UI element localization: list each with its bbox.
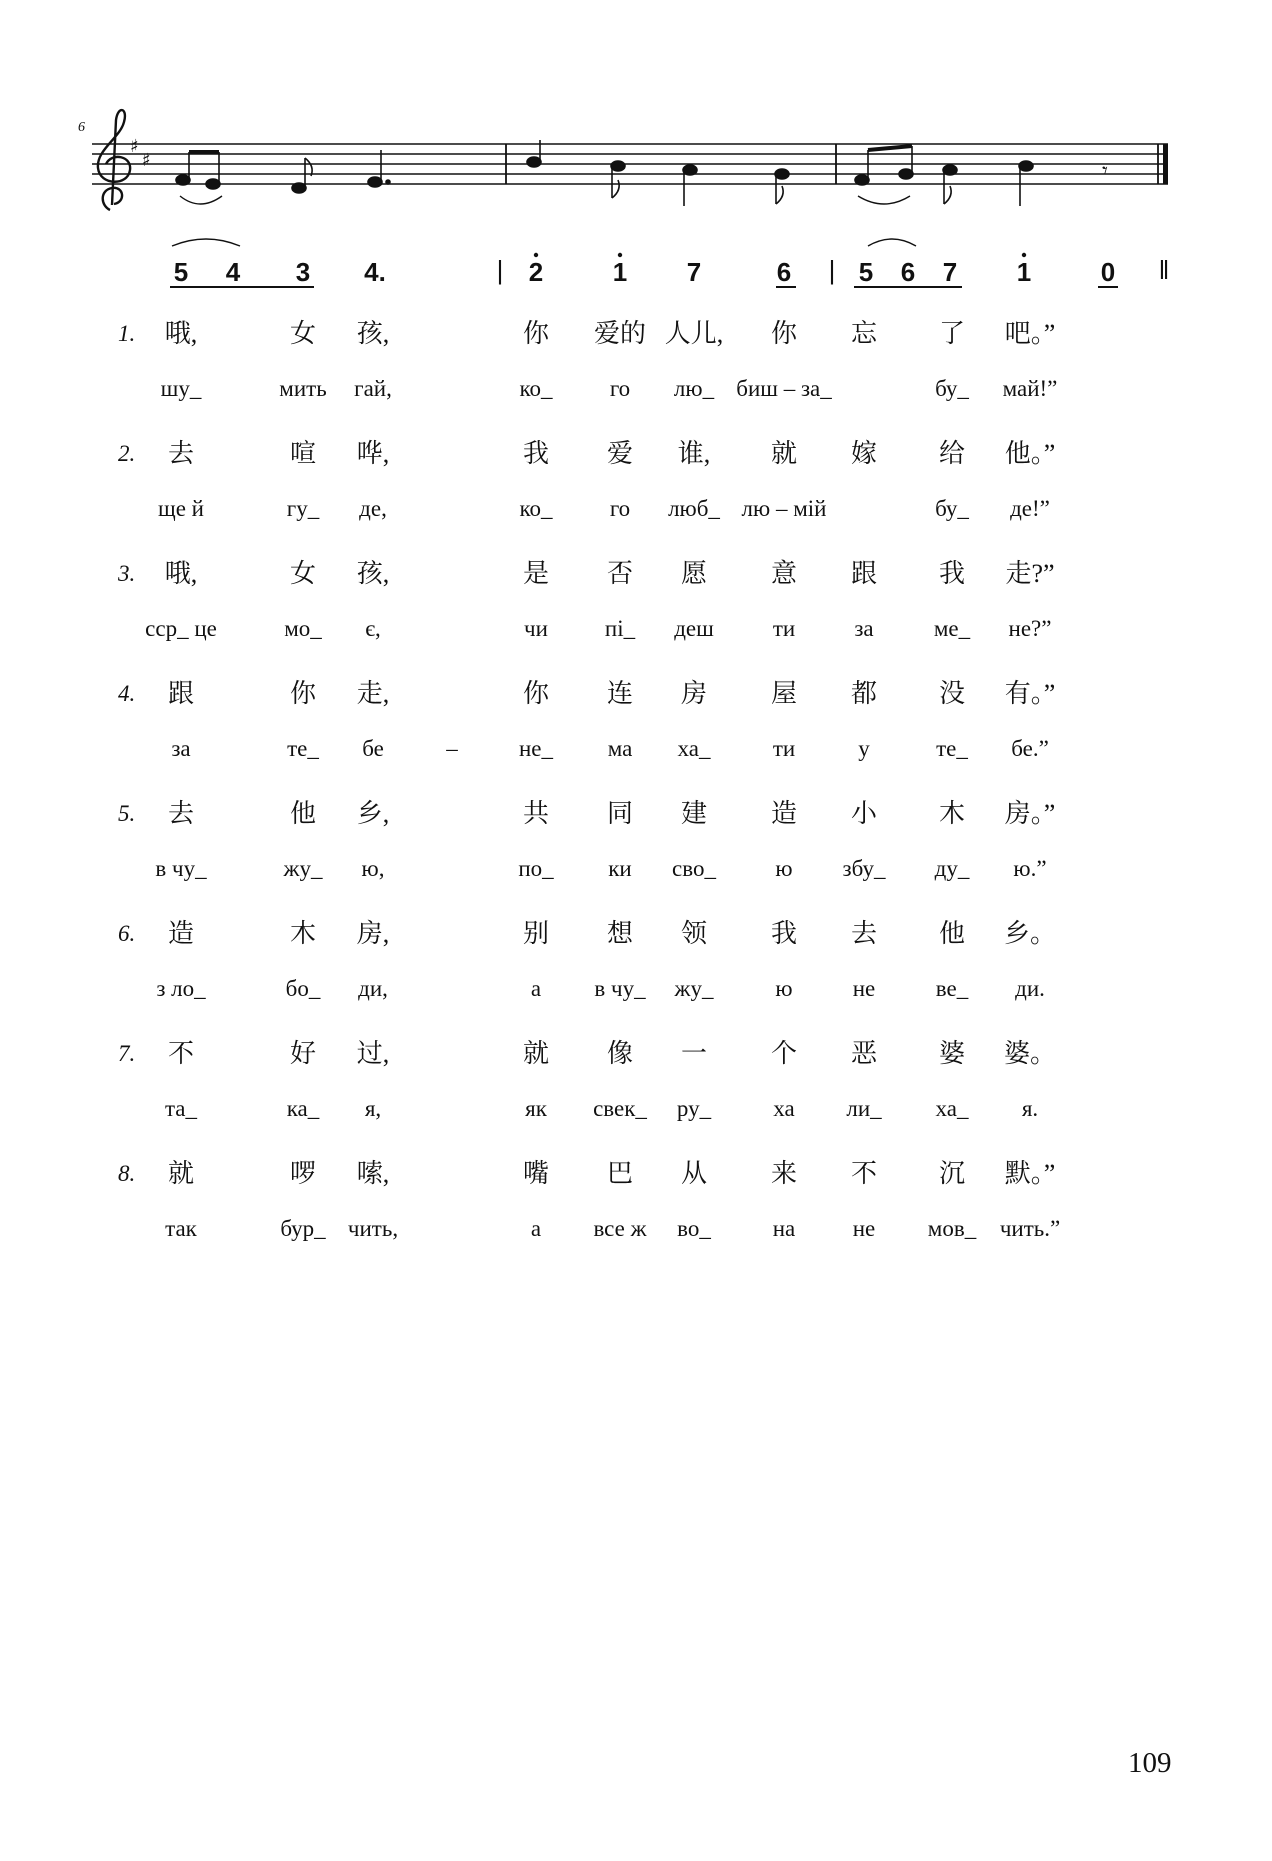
jianpu-note: 6 [900,257,916,287]
lyric-ua: ди. [1015,976,1045,1001]
verse-ukrainian-line [0,1213,1272,1253]
lyric-ua: так [165,1216,197,1241]
lyric-cn: 意 [770,559,798,588]
lyric-ua: ки [608,856,632,881]
verse-number: 8. [118,1161,136,1186]
jianpu-note: 7 [686,257,702,287]
lyric-cn: 就 [167,1159,195,1188]
lyric-cn: 有。” [1004,679,1056,708]
verse-ukrainian-line [0,973,1272,1013]
jianpu-note: 4. [364,257,386,287]
jianpu-marks [0,0,1272,320]
lyric-cn: 去 [167,799,195,828]
lyric-cn: 从 [680,1159,708,1188]
lyric-ua: ю [775,856,793,881]
jianpu-barline: | [828,255,836,285]
lyric-ua: чить, [347,1216,399,1241]
jianpu-barline: | [496,255,504,285]
lyric-ua: збу_ [842,856,886,881]
lyric-cn: 嗦, [356,1159,390,1188]
verse-chinese-line [0,918,1272,958]
lyric-ua: шу_ [160,376,202,401]
lyric-cn: 吧。” [1004,319,1056,348]
lyric-ua: мить [279,376,327,401]
jianpu-note: 6 [776,257,792,287]
lyric-ua: ю, [361,856,385,881]
verse-ukrainian-line [0,493,1272,533]
lyric-ua: ха [773,1096,795,1121]
lyric-cn: 木 [289,919,317,948]
lyric-ua: те_ [287,736,319,761]
lyric-ua: пі_ [604,616,636,641]
lyric-cn: 想 [606,919,634,948]
lyric-ua: в чу_ [155,856,207,881]
lyric-ua: я. [1021,1096,1039,1121]
jianpu-note: 0 [1100,257,1116,287]
lyric-cn: 你 [522,679,550,708]
lyric-cn: 婆 [938,1039,966,1068]
lyric-ua: ще й [158,496,204,521]
verse-chinese-line [0,438,1272,478]
lyric-ua: май!” [1002,376,1058,401]
lyric-cn: 我 [938,559,966,588]
verse-chinese-line [0,1038,1272,1078]
lyric-ua: не [852,1216,876,1241]
verse-number: 2. [118,441,136,466]
lyric-cn: 嘴 [522,1159,550,1188]
lyric-ua: чить.” [999,1216,1061,1241]
lyric-cn: 啰 [289,1159,317,1188]
lyric-cn: 你 [289,679,317,708]
jianpu-final-barline: ‖ [1158,255,1170,285]
lyric-cn: 造 [770,799,798,828]
lyric-cn: 了 [938,319,966,348]
lyric-cn: 嫁 [850,439,878,468]
verse-number: 3. [118,561,136,586]
lyric-ua: ю.” [1013,856,1047,881]
lyric-cn: 房 [680,679,708,708]
lyric-ua: ли_ [846,1096,882,1121]
lyric-ua: як [525,1096,547,1121]
lyric-ua: лю – мій [741,496,827,521]
lyric-cn: 你 [770,319,798,348]
lyric-cn: 默。” [1004,1159,1056,1188]
lyric-cn: 房, [356,919,390,948]
svg-text:𝄾: 𝄾 [1102,159,1108,184]
lyric-ua: ти [772,616,796,641]
lyric-ua: в чу_ [594,976,646,1001]
lyric-ua: на [772,1216,796,1241]
verse-number: 4. [118,681,136,706]
lyric-ua: жу_ [674,976,714,1001]
lyric-cn: 愿 [680,559,708,588]
lyric-ua: де!” [1010,496,1050,521]
jianpu-note: 5 [858,257,874,287]
measure-number: 6 [78,120,85,135]
lyric-ua: люб_ [668,496,720,521]
lyric-cn: 他。” [1004,439,1056,468]
lyric-cn: 走, [356,679,390,708]
lyric-ua: гу_ [286,496,320,521]
lyric-cn: 像 [606,1039,634,1068]
lyric-cn: 一 [680,1039,708,1068]
verse-number: 6. [118,921,136,946]
lyric-ua: го [609,376,631,401]
lyric-cn: 去 [850,919,878,948]
lyric-ua: не_ [518,736,554,761]
lyric-cn: 造 [167,919,195,948]
lyric-cn: 共 [522,799,550,828]
lyric-ua: бу_ [935,376,969,401]
lyric-cn: 领 [680,919,708,948]
verse-ukrainian-line [0,373,1272,413]
lyric-cn: 你 [522,319,550,348]
lyric-ua: чи [524,616,548,641]
lyric-ua: деш [674,616,714,641]
lyric-cn: 巴 [606,1159,634,1188]
svg-text:♯: ♯ [142,150,151,171]
jianpu-note: 2 [528,257,544,287]
lyric-ua: во_ [677,1216,711,1241]
lyric-ua: мо_ [284,616,322,641]
lyric-cn: 乡, [356,799,390,828]
lyric-cn: 连 [606,679,634,708]
lyric-cn: 都 [850,679,878,708]
lyric-cn: 不 [850,1159,878,1188]
lyric-ua: ти [772,736,796,761]
verse-number: 5. [118,801,136,826]
verse-chinese-line [0,318,1272,358]
lyric-ua: ко_ [519,376,553,401]
verse-ukrainian-line [0,1093,1272,1133]
lyric-ua: свек_ [593,1096,647,1121]
lyric-cn: 房。” [1004,799,1056,828]
lyric-ua: бе [362,736,384,761]
lyric-cn: 别 [522,919,550,948]
verse-number: 1. [118,321,136,346]
lyric-cn: 就 [522,1039,550,1068]
verse-chinese-line [0,1158,1272,1198]
lyric-ua: – [446,736,458,761]
lyric-cn: 好 [289,1039,317,1068]
lyric-cn: 是 [522,559,550,588]
lyric-ua: го [609,496,631,521]
verse-ukrainian-line [0,733,1272,773]
lyric-cn: 我 [522,439,550,468]
lyric-ua: сср_ це [145,616,217,641]
lyric-ua: ру_ [676,1096,712,1121]
lyric-ua: гай, [354,376,392,401]
lyric-ua: є, [365,616,381,641]
lyric-cn: 没 [938,679,966,708]
lyric-ua: у [858,736,870,761]
lyric-cn: 孩, [356,319,390,348]
lyric-cn: 女 [289,559,317,588]
lyric-cn: 走?” [1005,559,1055,588]
lyric-cn: 来 [770,1159,798,1188]
lyric-ua: за [171,736,191,761]
lyric-cn: 恶 [850,1039,878,1068]
jianpu-note: 3 [295,257,311,287]
svg-text:♯: ♯ [130,136,139,157]
lyric-cn: 就 [770,439,798,468]
lyric-ua: сво_ [672,856,716,881]
lyric-ua: за [854,616,874,641]
lyric-ua: я, [364,1096,382,1121]
lyric-cn: 他 [938,919,966,948]
lyric-cn: 哦, [164,559,198,588]
lyric-cn: 喧 [289,439,317,468]
lyric-cn: 个 [770,1039,798,1068]
lyric-cn: 否 [606,559,634,588]
lyric-ua: ме_ [933,616,971,641]
lyric-ua: ду_ [934,856,970,881]
lyric-cn: 婆。 [1003,1039,1057,1068]
lyric-ua: мов_ [927,1216,977,1241]
lyric-ua: лю_ [673,376,715,401]
lyric-ua: жу_ [283,856,323,881]
lyric-ua: ма [607,736,633,761]
lyric-ua: по_ [518,856,554,881]
lyric-cn: 跟 [850,559,878,588]
lyric-ua: бе.” [1011,736,1049,761]
lyric-ua: ве_ [935,976,969,1001]
lyric-cn: 谁, [677,439,711,468]
lyric-ua: бо_ [285,976,321,1001]
lyric-cn: 哦, [164,319,198,348]
lyric-cn: 爱 [606,439,634,468]
lyric-ua: все ж [593,1216,647,1241]
jianpu-note: 5 [173,257,189,287]
jianpu-note: 1 [1016,257,1032,287]
lyric-ua: а [530,976,542,1001]
lyric-cn: 去 [167,439,195,468]
jianpu-note: 1 [612,257,628,287]
lyric-cn: 过, [356,1039,390,1068]
lyric-ua: ю [775,976,793,1001]
lyric-ua: бу_ [935,496,969,521]
lyric-ua: те_ [936,736,968,761]
lyric-ua: ка_ [286,1096,320,1121]
verse-number: 7. [118,1041,136,1066]
jianpu-note: 4 [225,257,241,287]
lyric-cn: 同 [606,799,634,828]
verse-ukrainian-line [0,613,1272,653]
lyric-cn: 屋 [770,679,798,708]
lyric-cn: 忘 [850,319,878,348]
lyric-ua: ха_ [677,736,711,761]
lyric-cn: 沉 [938,1159,966,1188]
lyric-cn: 建 [680,799,708,828]
lyric-ua: ха_ [935,1096,969,1121]
lyric-cn: 哗, [356,439,390,468]
verse-ukrainian-line [0,853,1272,893]
lyric-cn: 不 [167,1039,195,1068]
lyric-cn: 女 [289,319,317,348]
lyric-cn: 孩, [356,559,390,588]
lyric-ua: бур_ [280,1216,326,1241]
verse-chinese-line [0,798,1272,838]
lyric-ua: та_ [164,1096,198,1121]
lyric-ua: де, [359,496,387,521]
lyric-cn: 人儿, [664,319,724,348]
lyric-cn: 跟 [167,679,195,708]
lyric-cn: 小 [850,799,878,828]
lyric-ua: ко_ [519,496,553,521]
lyric-ua: ди, [358,976,388,1001]
lyric-cn: 爱的 [593,319,647,348]
lyric-cn: 他 [289,799,317,828]
lyric-cn: 我 [770,919,798,948]
verse-chinese-line [0,678,1272,718]
lyric-ua: з ло_ [156,976,206,1001]
lyric-ua: не [852,976,876,1001]
page-number: 109 [1128,1747,1172,1779]
lyric-ua: не?” [1008,616,1052,641]
lyric-ua: биш – за_ [736,376,832,401]
verse-chinese-line [0,558,1272,598]
lyric-cn: 给 [938,439,966,468]
lyric-cn: 木 [938,799,966,828]
lyric-cn: 乡。 [1003,919,1057,948]
jianpu-note: 7 [942,257,958,287]
lyric-ua: а [530,1216,542,1241]
